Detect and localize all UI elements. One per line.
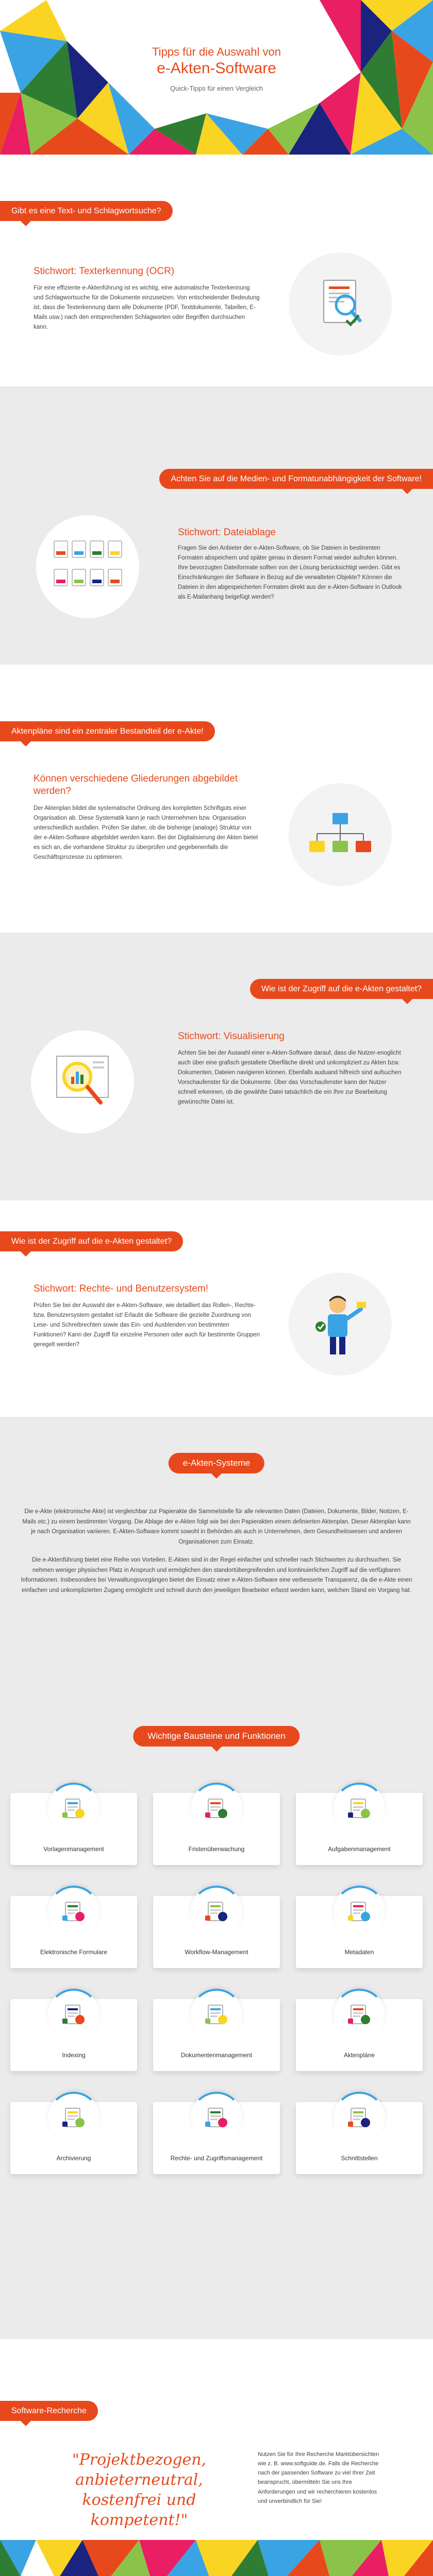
document-management-icon [203,2001,230,2028]
module-card [296,1783,423,1865]
form-icon [60,1898,87,1925]
module-card [10,2092,137,2174]
section-tag: Gibt es eine Text- und Schlagwortsuche? [0,201,173,221]
footer-mosaic [0,2540,433,2576]
section-text: Fragen Sie den Anbieter der e-Akten-Software, ob Sie Dateien in bestimmten Formaten abspeichern und später genau in diesem Format wieder aufrufen können. Ihre bevorzugten Dateiformate sollten von der Lösung berücksichtigt werden. Gibt es Einschränkungen der Software in Bezug auf die verwalteten Objekte? Können die Dateien in den abgespeicherten Formaten direkt aus der e-Akten-Software in Outlook als E-Mailanhang beigefügt werden? [178,545,402,600]
module-card-label: Metadaten [344,1948,374,1956]
file-formats-icon [36,515,139,618]
section-visualisation [0,933,433,1200]
section-tag: Software-Recherche [0,2401,98,2421]
module-card [153,1989,280,2071]
research-text: Nutzen Sie für Ihre Recherche Marktübersichten wie z. B. www.softguide.de. Falls die Recherche nach der passenden Software zu viel Ihrer Zeit beansprucht, übermitteln Sie uns Ihre Anforderungen und wir recherchieren kostenlos und unverbindlich für Sie! [258,2451,379,2504]
module-card-label: Dokumentenmanagement [180,2052,253,2059]
module-card [296,2092,423,2174]
task-icon [346,1795,373,1822]
section-systems [0,1417,433,1705]
systems-tag: e-Akten-Systeme [169,1453,264,1473]
user-rights-icon [289,1273,392,1376]
template-icon [60,1795,87,1822]
module-card-label: Indexing [62,2052,86,2059]
indexing-icon [60,2001,87,2028]
section-heading: Stichwort: Rechte- und Benutzersystem! [34,1283,208,1294]
section-research [0,2339,433,2540]
module-card-label: Aktenpläne [343,2052,375,2059]
section-text: Achten Sie bei der Auswahl einer e-Akten-Software darauf, dass die Nutzer-enoglicht auch über eine grafisch gestaltete Oberfläche direkt und unkompliziert zu Akten bzw. Dokumenten, Dateien navigieren können. Ebenfalls auduand hilfreich sind aufsuchen Vorschaufenster für die Dokumente. Über das Vorschaufenster kann der Nutzer schnell erkennen, ob die gewählte Datei tatsächlich die ein Ihre zur Bearbeitung gewünschte Datei ist. [178,1050,402,1105]
module-card [153,1783,280,1865]
section-user-rights [0,1200,433,1417]
section-text: Der Aktenplan bildet die systematische Ordnung des kompletten Schriftguts einer Organisation ab. Diese Systematik kann je nach Unternehmen bzw. Organisation unterschiedlich ausfallen. Prüfen Sie daher, ob die bisherige (analoge) Struktur von der e-Akten-Software abgebildet werden kann. Bei der Digitalisierung der Akten bietet es sich an, die vorhandene Struktur zu überprüfen und gegebenenfalls die Geschäftsprozesse zu optimieren. [34,805,258,860]
module-card [10,1886,137,1968]
systems-text [21,1507,412,1604]
module-card [296,1886,423,1968]
module-card-label: Workflow-Management [185,1948,248,1956]
document-check-icon [289,252,392,355]
module-card [153,1886,280,1968]
section-tag: Wie ist der Zugriff auf die e-Akten gestaltet? [0,1231,183,1251]
module-card-label: Aufgabenmanagement [328,1845,391,1853]
module-card-label: Elektronische Formulare [40,1948,108,1956]
title-line-1: Tipps für die Auswahl von [152,45,281,58]
folder-tree-icon [289,783,392,886]
title-line-2: e-Akten-Software [157,60,276,77]
modules-grid [10,1783,423,2174]
modules-tag: Wichtige Bausteine und Funktionen [133,1726,299,1747]
magnifier-chart-icon [31,1030,134,1133]
research-quote: "Projektbezogen, anbieterneutral, kostenfrei und kompetent!" [72,2451,207,2529]
metadata-icon [346,1898,373,1925]
header-title-block [0,45,433,92]
interface-icon [346,2104,373,2131]
systems-paragraph-1: Die e-Akte (elektronische Akte) ist vergleichbar zur Papierakte die Sammelstelle für alle relevanten Daten (Dateien, Dokumente, Bilder, Notizen, E-Mails etc.) zu einem bestimmten Vorgang. Die Ablage der e-Akten folgt wie bei den Papierakten einem definierten Aktenplan. Dieser Aktenplan kann je nach Organisation variieren. E-Akten-Software kommt sowohl in Behörden als auch in Unternehmen, dem Gesundheitswesen und anderen Organisationen zum Einsatz. [22,1509,411,1545]
section-text-search [0,201,433,386]
section-tag: Achten Sie auf die Medien- und Formatunabhängigkeit der Software! [159,469,433,489]
file-plan-icon [346,2001,373,2028]
section-text: Prüfen Sie bei der Auswahl der e-Akten-Software, wie detailliert das Rollen-, Rechte- bzw. Benutzersystem gestaltet ist! Erlaubt die Software die gezielte Zuordnung von Lese- und Schreibrechten sowie das Ein- und Ausblenden von bestimmten Funktionen? Kann der Zugriff für einzelne Personen oder auch für bestimmte Gruppen geregelt werden? [34,1302,260,1348]
module-card [153,2092,280,2174]
section-heading: Stichwort: Visualisierung [178,1031,285,1042]
module-card [10,1989,137,2071]
archive-icon [60,2104,87,2131]
section-tag: Wie ist der Zugriff auf die e-Akten gestaltet? [250,979,433,999]
section-heading: Können verschiedene Gliederungen abgebildet werden? [34,773,238,796]
module-card-label: Vorlagenmanagement [43,1845,104,1853]
section-heading: Stichwort: Texterkennung (OCR) [34,266,175,277]
module-card [10,1783,137,1865]
section-media-format [0,386,433,665]
module-card [296,1989,423,2071]
systems-paragraph-2: Die e-Aktenführung bietet eine Reihe von Vorteilen. E-Akten sind in der Regel einfacher und schneller nach Stichworten zu durchsuchen. Sie nehmen weniger physischen Platz in Anspruch und ermöglichen den standortübergreifenden und kontinuierlichen Zugriff auf die verfügbaren Informationen. Insbesondere bei Verwaltungsvorgängen bietet der Einsatz einer e-Akten-Software eine verbesserte Transparenz, da die e-Akte einen einfachen und unkomplizierten Zugang ermöglicht und schnell durch den jeweiligen Bearbeiter erfasst werden kann, welchen Stand ein Vorgang hat. [21,1557,412,1594]
deadline-icon [203,1795,230,1822]
access-icon [203,2104,230,2131]
module-card-label: Archivierung [56,2155,91,2162]
section-text: Für eine effiziente e-Aktenführung ist es wichtig, eine automatische Texterkennung und Schlagwortsuche für die Dokumente einzusetzen. Von entscheidender Bedeutung ist, dass die Texterkennung dann alle Dokumente (PDF, Textdokumente, Tabellen, E-Mails usw.) nach den entsprechenden Schlagworten oder Begriffen durchsuchen kann. [34,285,260,330]
module-card-label: Rechte- und Zugriffsmanagement [170,2155,263,2162]
workflow-icon [203,1898,230,1925]
section-tag: Aktenpläne sind ein zentraler Bestandteil der e-Akte! [0,721,215,741]
section-modules [0,1705,433,2339]
section-file-plans [0,665,433,933]
section-heading: Stichwort: Dateiablage [178,527,276,538]
subtitle: Quick-Tipps für einen Vergleich [170,84,263,92]
module-card-label: Schnittstellen [341,2155,378,2162]
module-card-label: Fristenüberwachung [188,1845,245,1853]
